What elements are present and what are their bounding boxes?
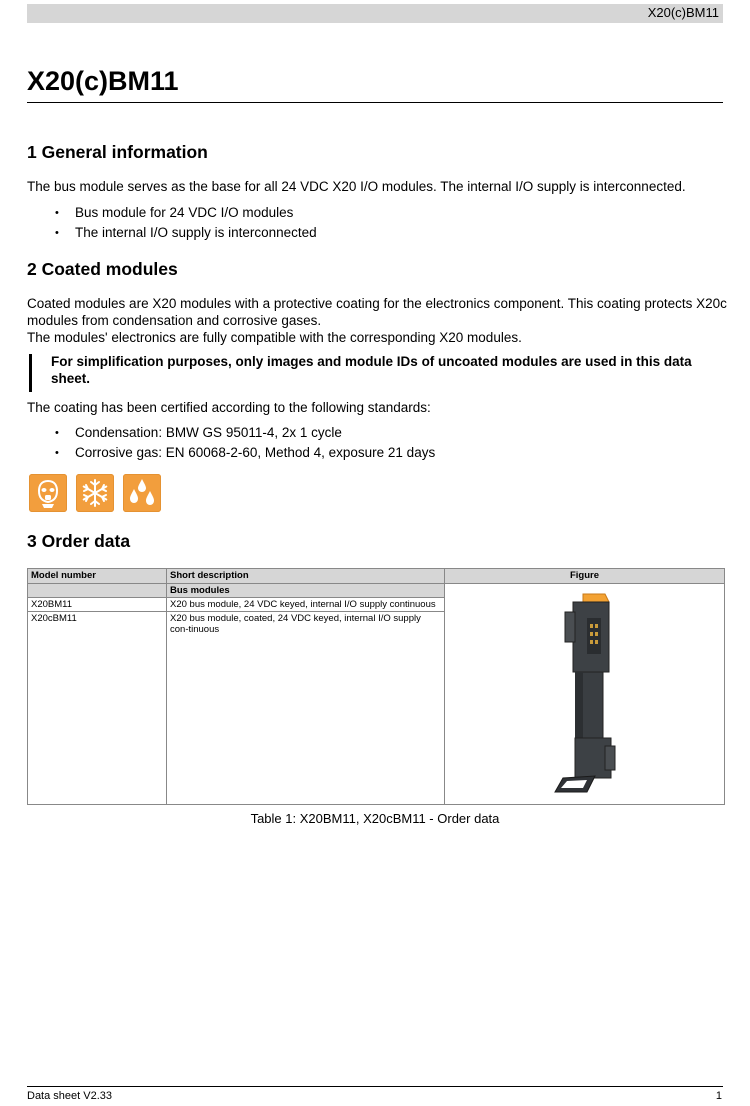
coated-text-1: Coated modules are X20 modules with a protective coating for the electronics component. This coating protects X20c modules from condensation and corrosive gases. <box>27 296 727 328</box>
table-caption: Table 1: X20BM11, X20cBM11 - Order data <box>250 811 500 826</box>
general-bullet-list <box>55 203 317 243</box>
header-bar <box>27 4 723 23</box>
header-title: X20(c)BM11 <box>647 5 719 20</box>
footer-version: Data sheet V2.33 <box>27 1090 113 1102</box>
column-header-model: Model number <box>28 569 167 584</box>
water-drops-icon <box>123 474 161 512</box>
list-item: • Corrosive gas: EN 60068-2-60, Method 4, exposure 21 days <box>55 443 435 463</box>
section-heading-order: 3 Order data <box>27 531 131 551</box>
page-title: X20(c)BM11 <box>27 66 179 96</box>
note-bar <box>29 354 32 392</box>
table-row-description: X20 bus module, 24 VDC keyed, internal I/O supply continuous <box>167 598 445 612</box>
note-text: For simplification purposes, only images and module IDs of uncoated modules are used in this data sheet. <box>51 354 692 386</box>
group-row-blank <box>28 584 167 598</box>
bus-module-image <box>525 588 645 798</box>
figure-cell <box>445 584 725 805</box>
order-table <box>27 568 725 805</box>
column-header-description: Short description <box>167 569 445 584</box>
list-item: • Bus module for 24 VDC I/O modules <box>55 203 317 223</box>
column-header-figure: Figure <box>445 569 725 584</box>
section-heading-coated: 2 Coated modules <box>27 259 178 279</box>
list-item: • The internal I/O supply is interconnected <box>55 223 317 243</box>
page-number: 1 <box>715 1090 722 1102</box>
snowflake-icon <box>76 474 114 512</box>
gas-mask-icon <box>29 474 67 512</box>
group-row-label: Bus modules <box>167 584 445 598</box>
list-item: • Condensation: BMW GS 95011-4, 2x 1 cycle <box>55 423 435 443</box>
coated-text-3: The coating has been certified according to the following standards: <box>27 400 431 415</box>
table-row-description: X20 bus module, coated, 24 VDC keyed, internal I/O supply con-tinuous <box>167 612 445 805</box>
section-heading-general: 1 General information <box>27 142 208 162</box>
title-divider <box>27 102 723 103</box>
coated-bullet-list <box>55 423 435 463</box>
footer-divider <box>27 1086 723 1087</box>
table-row-model: X20BM11 <box>28 598 167 612</box>
coated-text-2: The modules' electronics are fully compatible with the corresponding X20 modules. <box>27 330 522 345</box>
table-row-model: X20cBM11 <box>28 612 167 805</box>
general-text: The bus module serves as the base for all 24 VDC X20 I/O modules. The internal I/O supply is interconnected. <box>27 179 686 194</box>
